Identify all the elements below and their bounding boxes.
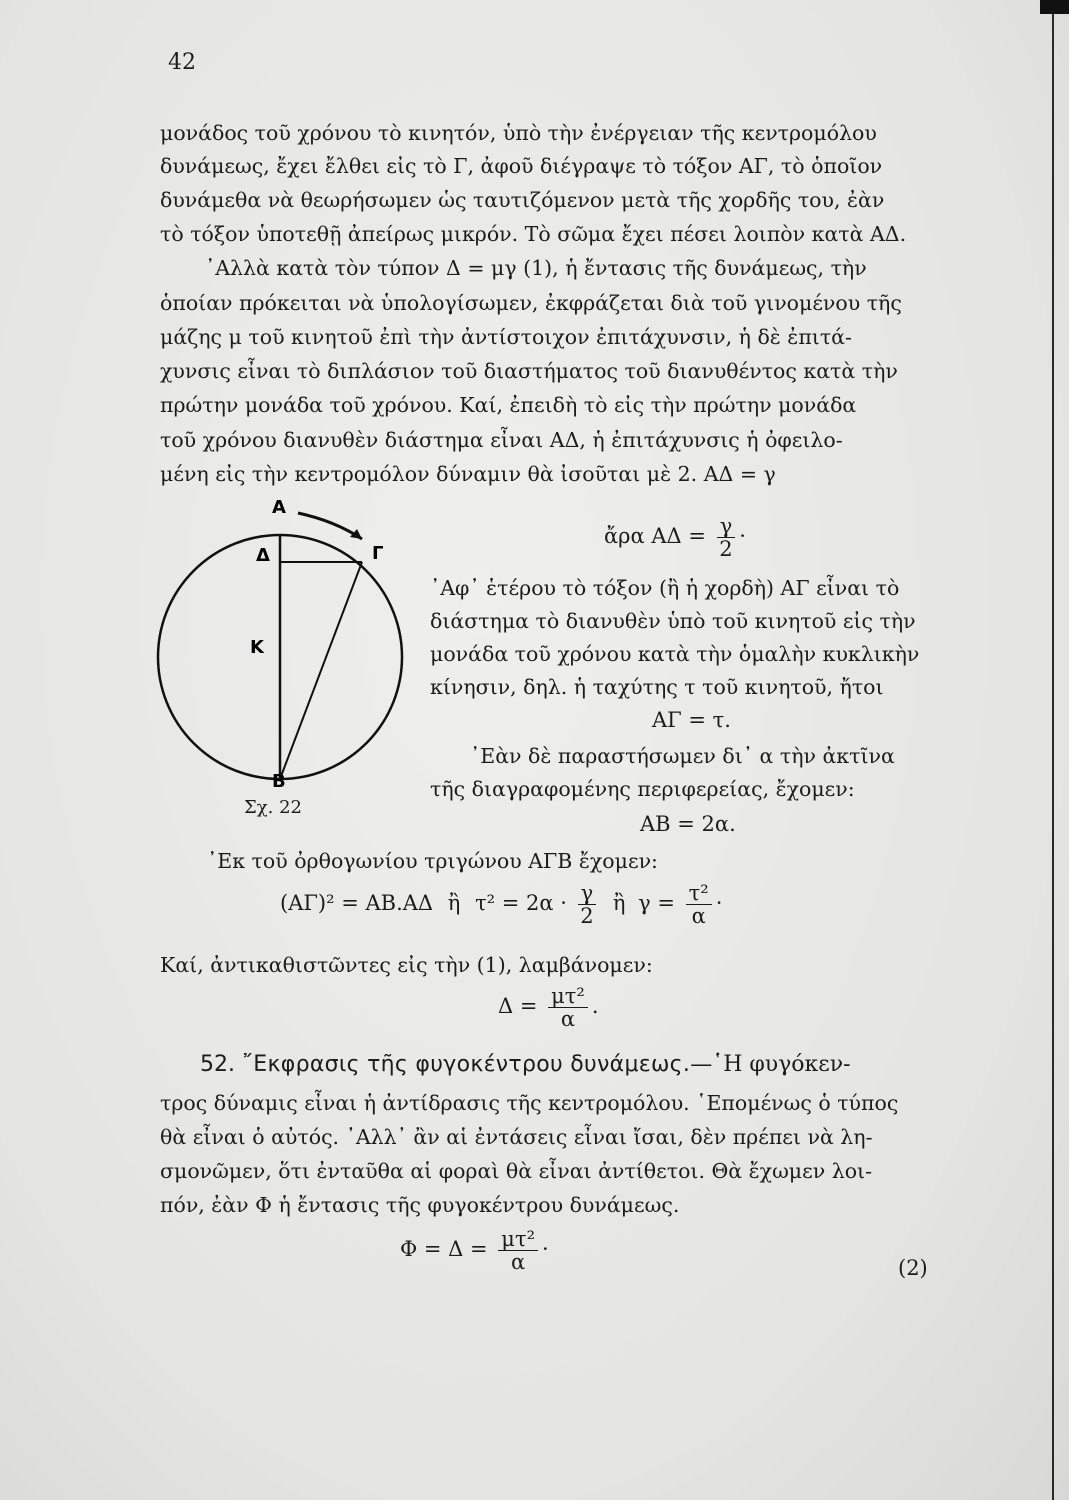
section-dash-text: —῾Η φυγόκεν- [690, 1052, 851, 1077]
text-line: διάστημα τὸ διανυθὲν ὑπὸ τοῦ κινητοῦ εἰς τὴν [430, 609, 916, 633]
page-number: 42 [168, 50, 196, 75]
equation-ag-tau: ΑΓ = τ. [652, 708, 731, 732]
text-line: μένη εἰς τὴν κεντρομόλον δύναμιν θὰ ἰσοῦται μὲ 2. ΑΔ = γ [160, 462, 776, 486]
fraction [717, 515, 736, 560]
fraction [686, 882, 712, 927]
text-line: τρος δύναμις εἶναι ἡ ἀντίδρασις τῆς κεντρομόλου. ῾Επομένως ὁ τύπος [160, 1091, 899, 1115]
label-G: Γ [372, 543, 384, 564]
text-line: τῆς διαγραφομένης περιφερείας, ἔχομεν: [430, 777, 855, 801]
eq-part3: γ = [638, 891, 675, 915]
text-line: Καί, ἀντικαθιστῶντες εἰς τὴν (1), λαμβάνομεν: [160, 953, 653, 977]
text-line: ᾿Αφ᾿ ἑτέρου τὸ τόξον (ἢ ἡ χορδὴ) ΑΓ εἶναι τὸ [430, 576, 900, 600]
label-B: Β [272, 771, 286, 792]
section-heading [200, 1052, 1030, 1078]
text-line: δυνάμεθα νὰ θεωρήσωμεν ὡς ταυτιζόμενον μετὰ τῆς χορδῆς του, ἐὰν [160, 188, 885, 212]
text-line: ᾿Αλλὰ κατὰ τὸν τύπον Δ = μγ (1), ἡ ἔντασις τῆς δυνάμεως, τὴν [205, 256, 867, 280]
text-line: κίνησιν, δηλ. ἡ ταχύτης τ τοῦ κινητοῦ, ἤτοι [430, 675, 884, 699]
text-line: τὸ τόξον ὑποτεθῇ ἀπείρως μικρόν. Τὸ σῶμα ἔχει πέσει λοιπὸν κατὰ ΑΔ. [160, 222, 907, 246]
text-line: σμονῶμεν, ὅτι ἐνταῦθα αἱ φοραὶ θὰ εἶναι ἀντίθετοι. Θὰ ἔχωμεν λοι- [160, 1159, 873, 1183]
text-line: ὁποίαν πρόκειται νὰ ὑπολογίσωμεν, ἐκφράζεται διὰ τοῦ γινομένου τῆς [160, 291, 902, 315]
fraction [578, 882, 597, 927]
eq-end: · [541, 1237, 549, 1261]
eq-ara-suffix: · [739, 524, 746, 548]
frac-numerator: γ [717, 515, 736, 538]
eq-part1: (ΑΓ)² = ΑΒ.ΑΔ [280, 891, 434, 915]
equation-label: (2) [898, 1256, 928, 1280]
text-line: πόν, ἐὰν Φ ἡ ἔντασις τῆς φυγοκέντρου δυνάμεως. [160, 1193, 680, 1217]
eq-part2: τ² = 2α · [475, 891, 567, 915]
eq-phi-lhs: Φ = Δ = [400, 1237, 488, 1261]
equation-ara [604, 515, 746, 560]
eq-or: ἢ [447, 891, 461, 915]
frac-denominator: α [560, 1007, 576, 1031]
text-line: μονάδα τοῦ χρόνου κατὰ τὴν ὁμαλὴν κυκλικὴν [430, 642, 920, 666]
label-A: Α [272, 497, 286, 518]
equation-delta [498, 985, 599, 1030]
eq-delta-lhs: Δ = [498, 994, 538, 1018]
section-title: ῎Εκφρασις τῆς φυγοκέντρου δυνάμεως. [242, 1052, 691, 1077]
eq-end: · [715, 891, 723, 915]
eq-or: ἢ [612, 891, 626, 915]
label-K: Κ [250, 637, 264, 658]
text-line: χυνσις εἶναι τὸ διπλάσιον τοῦ διαστήματος τοῦ διανυθέντος κατὰ τὴν [160, 359, 898, 383]
frac-numerator: μτ² [498, 1228, 538, 1251]
equation-main [280, 882, 722, 927]
text-line: μάζης μ τοῦ κινητοῦ ἐπὶ τὴν ἀντίστοιχον ἐπιτάχυνσιν, ἡ δὲ ἐπιτά- [160, 325, 852, 349]
figure-caption: Σχ. 22 [244, 797, 302, 818]
text-line: δυνάμεως, ἔχει ἔλθει εἰς τὸ Γ, ἀφοῦ διέγραψε τὸ τόξον ΑΓ, τὸ ὁποῖον [160, 154, 883, 178]
eq-end: . [591, 994, 599, 1018]
page-edge [1052, 0, 1054, 1500]
frac-denominator: α [511, 1250, 526, 1274]
text-line: ᾿Εκ τοῦ ὀρθογωνίου τριγώνου ΑΓΒ ἔχομεν: [207, 849, 658, 873]
figure-circle-diagram [150, 495, 420, 825]
fraction [548, 985, 588, 1030]
text-line: μονάδος τοῦ χρόνου τὸ κινητόν, ὑπὸ τὴν ἐνέργειαν τῆς κεντρομόλου [160, 121, 877, 145]
frac-denominator: α [691, 904, 706, 928]
frac-numerator: τ² [686, 882, 712, 905]
chord-GB [280, 562, 362, 779]
text-line: τοῦ χρόνου διανυθὲν διάστημα εἶναι ΑΔ, ἡ ἐπιτάχυνσις ἡ ὀφειλο- [160, 428, 843, 452]
text-line: θὰ εἶναι ὁ αὐτός. ᾿Αλλ᾿ ἂν αἱ ἐντάσεις εἶναι ἴσαι, δὲν πρέπει νὰ λη- [160, 1125, 873, 1149]
text-line: πρώτην μονάδα τοῦ χρόνου. Καί, ἐπειδὴ τὸ εἰς τὴν πρώτην μονάδα [160, 393, 857, 417]
frac-denominator: 2 [719, 537, 733, 561]
label-D: Δ [256, 545, 270, 566]
frac-denominator: 2 [580, 904, 594, 928]
frac-numerator: γ [578, 882, 597, 905]
text-line: ᾿Εὰν δὲ παραστήσωμεν δι᾿ α τὴν ἀκτῖνα [470, 744, 895, 768]
fraction [498, 1228, 538, 1273]
eq-ara-prefix: ἄρα ΑΔ = [604, 524, 706, 548]
section-number: 52. [200, 1052, 235, 1077]
scan-artifact [1040, 0, 1069, 14]
frac-numerator: μτ² [548, 985, 588, 1008]
equation-phi [400, 1228, 549, 1273]
equation-ab: ΑΒ = 2α. [640, 812, 736, 836]
